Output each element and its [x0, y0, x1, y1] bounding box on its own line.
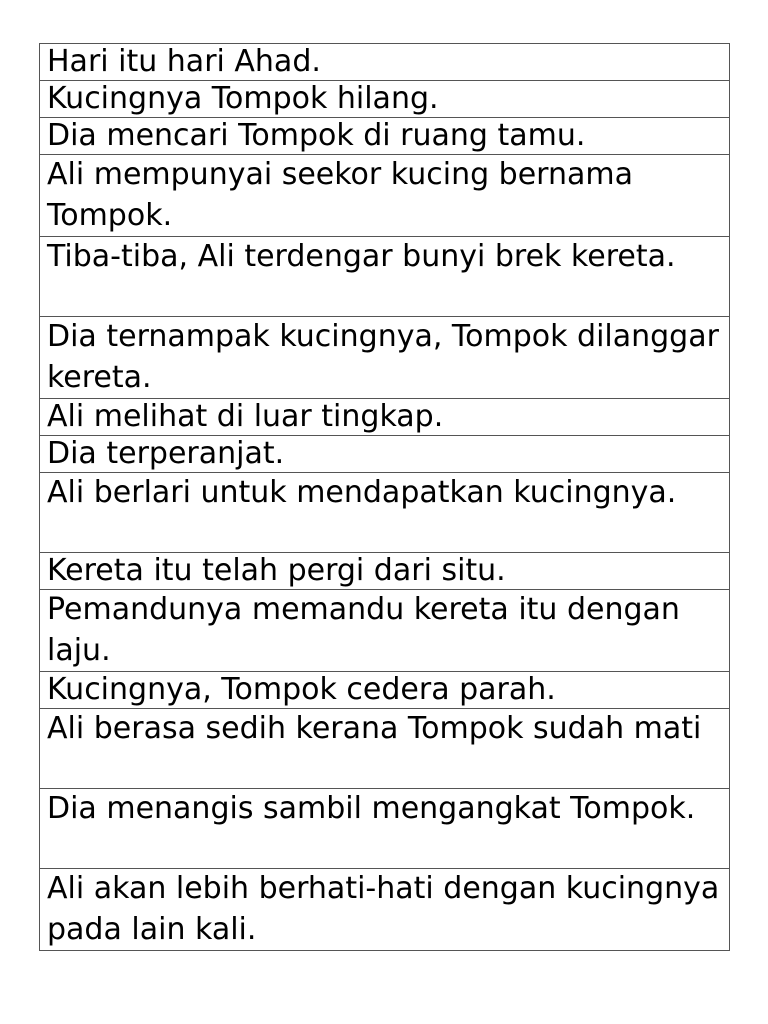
sentence-row: [40, 473, 730, 553]
sentence-row: [40, 237, 730, 317]
sentence-cell: Dia terperanjat.: [40, 436, 730, 473]
sentence-cell: Kucingnya, Tompok cedera parah.: [40, 672, 730, 709]
sentence-cell: Ali berlari untuk mendapatkan kucingnya.: [40, 473, 730, 553]
sentence-cell: Ali berasa sedih kerana Tompok sudah mati: [40, 709, 730, 789]
sentence-cell: Pemandunya memandu kereta itu dengan laju.: [40, 590, 730, 672]
sentence-cell: Dia menangis sambil mengangkat Tompok.: [40, 789, 730, 869]
sentence-row: [40, 44, 730, 81]
sentence-cell: Hari itu hari Ahad.: [40, 44, 730, 81]
sentence-row: [40, 118, 730, 155]
sentence-row: [40, 709, 730, 789]
sentence-row: [40, 590, 730, 672]
sentence-row: [40, 81, 730, 118]
sentence-cell: Ali mempunyai seekor kucing bernama Tompok.: [40, 155, 730, 237]
sentence-row: [40, 399, 730, 436]
sentence-row: [40, 672, 730, 709]
sentence-row: [40, 155, 730, 237]
sentence-cell: Ali akan lebih berhati-hati dengan kucingnya pada lain kali.: [40, 869, 730, 951]
sentence-cell: Kucingnya Tompok hilang.: [40, 81, 730, 118]
sentence-row: [40, 789, 730, 869]
sentence-cell: Tiba-tiba, Ali terdengar bunyi brek kereta.: [40, 237, 730, 317]
sentence-cell: Dia mencari Tompok di ruang tamu.: [40, 118, 730, 155]
sentence-strip-table: [39, 43, 730, 951]
sentence-cell: Dia ternampak kucingnya, Tompok dilanggar kereta.: [40, 317, 730, 399]
sentence-cell: Ali melihat di luar tingkap.: [40, 399, 730, 436]
sentence-cell: Kereta itu telah pergi dari situ.: [40, 553, 730, 590]
sentence-row: [40, 436, 730, 473]
sentence-row: [40, 317, 730, 399]
sentence-row: [40, 553, 730, 590]
sentence-row: [40, 869, 730, 951]
